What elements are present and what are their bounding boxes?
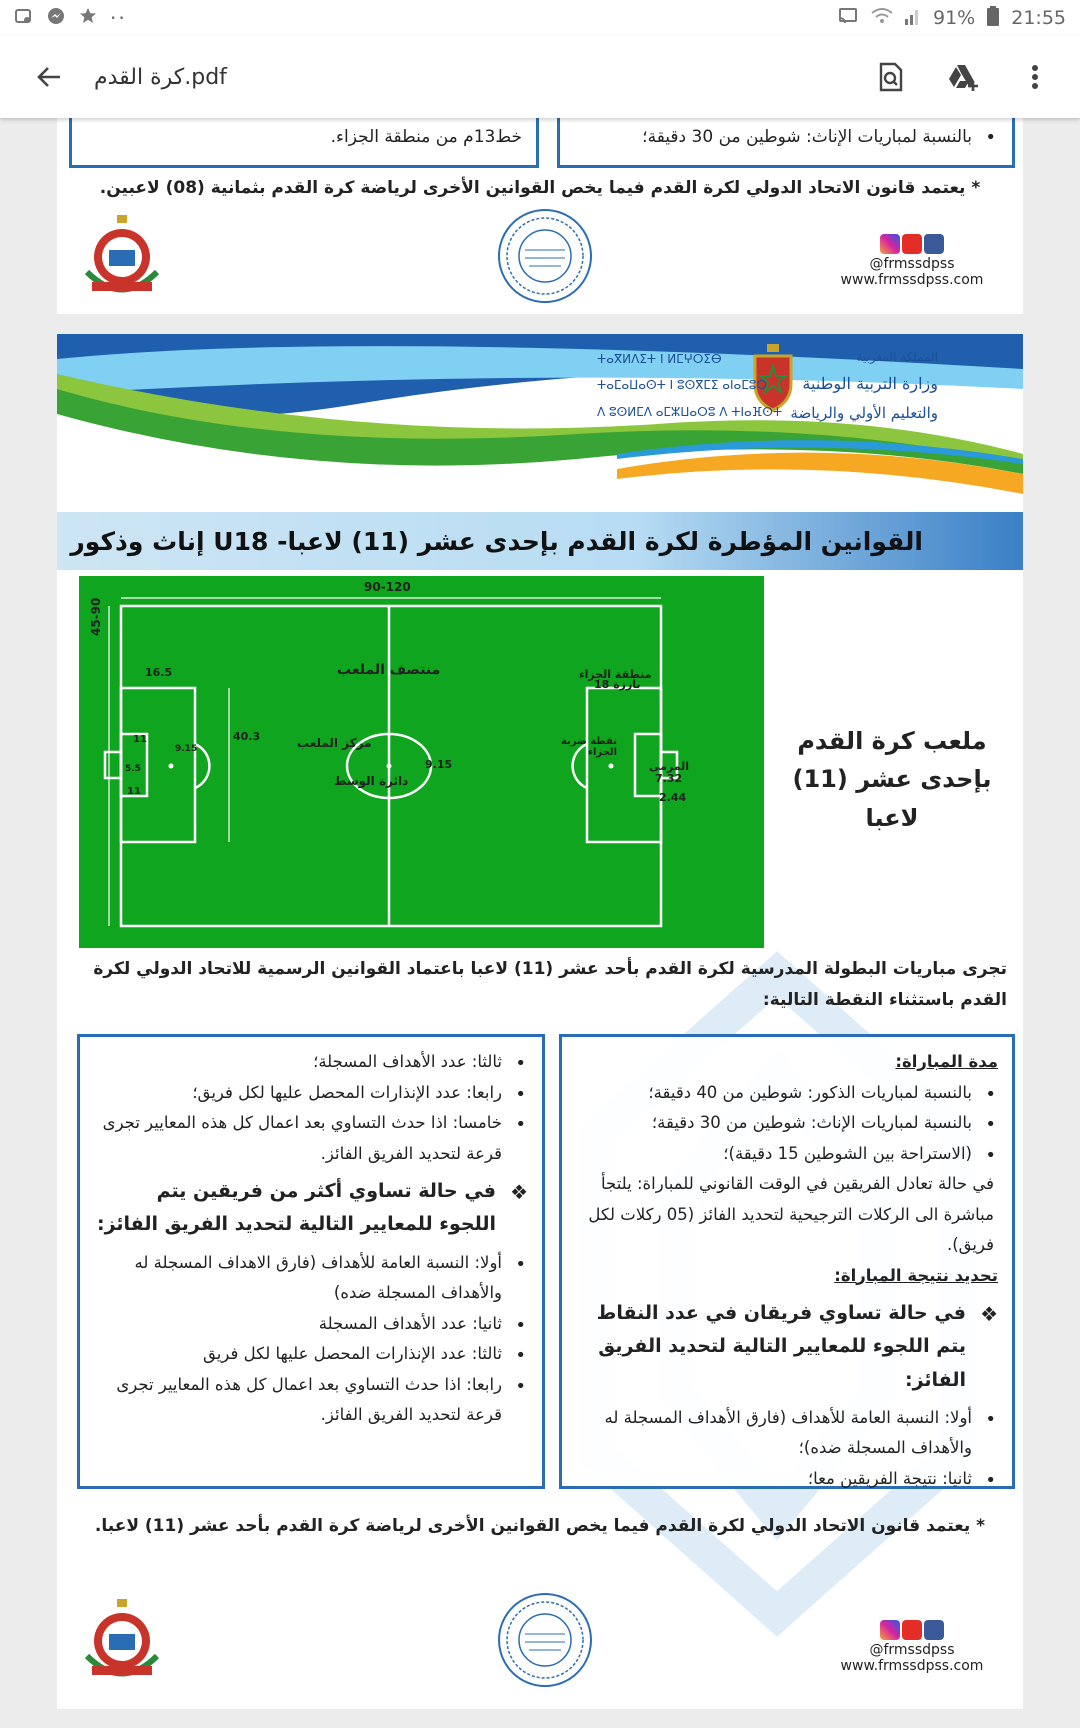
box-depth-label: 16.5 [145, 666, 173, 679]
social-links-2 [837, 1620, 987, 1674]
directorate-seal-logo-2 [495, 1590, 595, 1694]
center-spot-label: مركز الملعب [297, 736, 372, 750]
ministry-emblem-logo-2 [77, 1596, 167, 1690]
overflow-menu-button[interactable] [1010, 52, 1060, 102]
criterion-draw-lots: • خامسا: اذا حدث التساوي بعد اعمال كل هذه المعايير تجرى قرعة لتحديد الفريق الفائز. [94, 1108, 528, 1169]
social-handle: @frmssdpss [869, 256, 955, 272]
find-in-document-button[interactable] [866, 52, 916, 102]
document-title: كرة القدم.pdf [94, 64, 227, 90]
pdf-page-2 [57, 334, 1023, 1709]
facebook-icon [924, 234, 944, 254]
clock: 21:55 [1011, 7, 1066, 29]
half-time-break: • (الاستراحة بين الشوطين 15 دقيقة)؛ [576, 1139, 998, 1170]
penalty-spot-label: نقطة ضربة الجزاء [561, 736, 617, 758]
website-link[interactable]: www.frmssdpss.com [840, 272, 984, 288]
save-to-drive-button[interactable] [938, 52, 988, 102]
multi-criterion-goal-ratio: • أولا: النسبة العامة للأهداف (فارق الاهداف المسجلة له والأهداف المسجلة ضده) [94, 1248, 528, 1309]
penalty-area-dim-label: بارزة 18 [594, 678, 641, 691]
star-icon [78, 6, 98, 31]
youtube-icon [902, 234, 922, 254]
penalty-arc-label: 9.15 [175, 744, 198, 754]
youtube-icon [902, 1620, 922, 1640]
social-handle-2: @frmssdpss [869, 1642, 955, 1658]
multi-criterion-draw-lots: • رابعا: اذا حدث التساوي بعد اعمال كل هذه المعايير تجرى قرعة لتحديد الفريق الفائز. [94, 1370, 528, 1431]
left-goal [105, 752, 121, 778]
match-rules-box-left [77, 1034, 545, 1489]
drive-add-icon [947, 63, 979, 91]
page1-note: * يعتمد قانون الاتحاد الدولي لكرة القدم فيما يخص القوانين الأخرى لرياضة كرة القدم بثمانية (08) لاعبين. [99, 178, 981, 198]
facebook-icon [924, 1620, 944, 1640]
goal-area-label: 5.5 [125, 764, 141, 774]
battery-icon [987, 6, 999, 31]
multi-criterion-goals: • ثانيا: عدد الأهداف المسجلة [94, 1309, 528, 1340]
criterion-goal-ratio: • أولا: النسبة العامة للأهداف (فارق الأهداف المسجلة له والأهداف المسجلة ضده)؛ [576, 1403, 998, 1464]
field-width-label: 45-90 [89, 597, 103, 636]
match-duration-title: مدة المباراة: [895, 1052, 998, 1071]
back-button[interactable] [14, 36, 84, 118]
criterion-cautions: • رابعا: عدد الإنذارات المحصل عليها لكل فريق؛ [94, 1078, 528, 1109]
box-width-label: 40.3 [233, 730, 261, 743]
duration-women: • بالنسبة لمباريات الإناث: شوطين من 30 دقيقة؛ [576, 1108, 998, 1139]
spot-distance-label: 11 [133, 734, 147, 745]
battery-percent: 91% [933, 7, 976, 29]
instagram-icon [880, 1620, 900, 1640]
two-teams-tie-text: ❖ في حالة تساوي فريقان في عدد النقاط يتم اللجوء للمعايير التالية لتحديد الفريق الفائز: [576, 1297, 998, 1397]
social-links [837, 234, 987, 288]
duration-men: • بالنسبة لمباريات الذكور: شوطين من 40 دقيقة؛ [576, 1078, 998, 1109]
instagram-icon [880, 234, 900, 254]
multi-team-tie-text: ❖ في حالة تساوي أكثر من فريقين يتم اللجوء للمعايير التالية لتحديد الفريق الفائز: [94, 1175, 528, 1242]
center-radius-label: 9.15 [425, 758, 453, 771]
criterion-head-to-head: • ثانيا: نتيجة الفريقين معا؛ [576, 1464, 998, 1495]
arrow-back-icon [36, 65, 62, 89]
website-link-2[interactable]: www.frmssdpss.com [840, 1658, 984, 1674]
ministry-banner [57, 334, 1023, 499]
messenger-icon [46, 6, 66, 31]
intro-paragraph: تجرى مباريات البطولة المدرسية لكرة القدم بأحد عشر (11) لاعبا باعتماد القوانين الرسمية للاتحاد الدولي لكرة القدم باستثناء النقطة التالية: [93, 959, 1007, 1011]
cast-screen-icon [837, 6, 859, 31]
more-notifications-icon: ·· [110, 6, 127, 30]
field-length-label: 90-120 [364, 580, 411, 594]
spot-distance-label-2: 11 [127, 786, 141, 797]
ministry-emblem-logo [77, 212, 167, 306]
pdf-page-1 [57, 100, 1023, 314]
goal-width-label: 7.32 [655, 772, 683, 785]
search-document-icon [878, 62, 904, 92]
result-title: تحديد نتيجة المباراة: [834, 1265, 998, 1285]
field-caption: ملعب كرة القدم بإحدى عشر (11) لاعبا [792, 727, 992, 832]
status-bar [0, 0, 1080, 36]
center-circle-label: دائرة الوسط [334, 774, 409, 788]
banner-tifinagh-2: ⵜⴰⵎⴰⵡⴰⵙⵜ ⵏ ⵓⵙⴳⵎⵉ ⴰⵏⴰⵎⵓⵔ [597, 378, 768, 393]
half-line-label: منتصف الملعب [337, 662, 441, 678]
draw-penalties-text: في حالة تعادل الفريقين في الوقت القانوني للمباراة: يلتجأ مباشرة الى الركلات الترجيحية لتحديد الفائز (05 ركلات لكل فريق). [588, 1174, 994, 1255]
football-field-diagram [79, 576, 764, 948]
criterion-goals-scored: • ثالثا: عدد الأهداف المسجلة؛ [94, 1047, 528, 1078]
page2-note: * يعتمد قانون الاتحاد الدولي لكرة القدم فيما يخص القوانين الأخرى لرياضة كرة القدم بأحد عشر (11) لاعبا. [94, 1516, 986, 1536]
cast-icon [14, 6, 34, 31]
page-heading: القوانين المؤطرة لكرة القدم بإحدى عشر (11) لاعبا- U18 إناث وذكور [57, 512, 1023, 570]
box-left-text: خط13م من منطقة الجزاء. [330, 127, 522, 147]
banner-line-2: وزارة التربية الوطنية [802, 373, 938, 393]
goal-height-label: 2.44 [659, 791, 687, 804]
banner-tifinagh-1: ⵜⴰⴳⵍⴷⵉⵜ ⵏ ⵍⵎⵖⵔⵉⴱ [597, 352, 722, 366]
penalty-area-label: منطقة الجزاء [579, 668, 652, 681]
banner-line-3: والتعليم الأولي والرياضة [790, 404, 938, 423]
banner-tifinagh-3: ⴷ ⵓⵙⵍⵎⴷ ⴰⵎⵣⵡⴰⵔⵓ ⴷ ⵜⵏⴰⴼⵙⵜ [597, 404, 783, 419]
wifi-icon [871, 7, 893, 30]
directorate-seal-logo [495, 206, 595, 310]
more-vert-icon [1031, 64, 1039, 90]
multi-criterion-cautions: • ثالثا: عدد الإنذارات المحصل عليها لكل فريق [94, 1339, 528, 1370]
goal-label: المرمى [649, 760, 690, 773]
match-rules-box-right [559, 1034, 1015, 1489]
box-right-text: • بالنسبة لمباريات الإناث: شوطين من 30 دقيقة؛ [574, 121, 998, 153]
app-bar [0, 36, 1080, 118]
signal-icon [905, 7, 921, 30]
banner-line-1: المملكة المغربية [856, 350, 938, 364]
